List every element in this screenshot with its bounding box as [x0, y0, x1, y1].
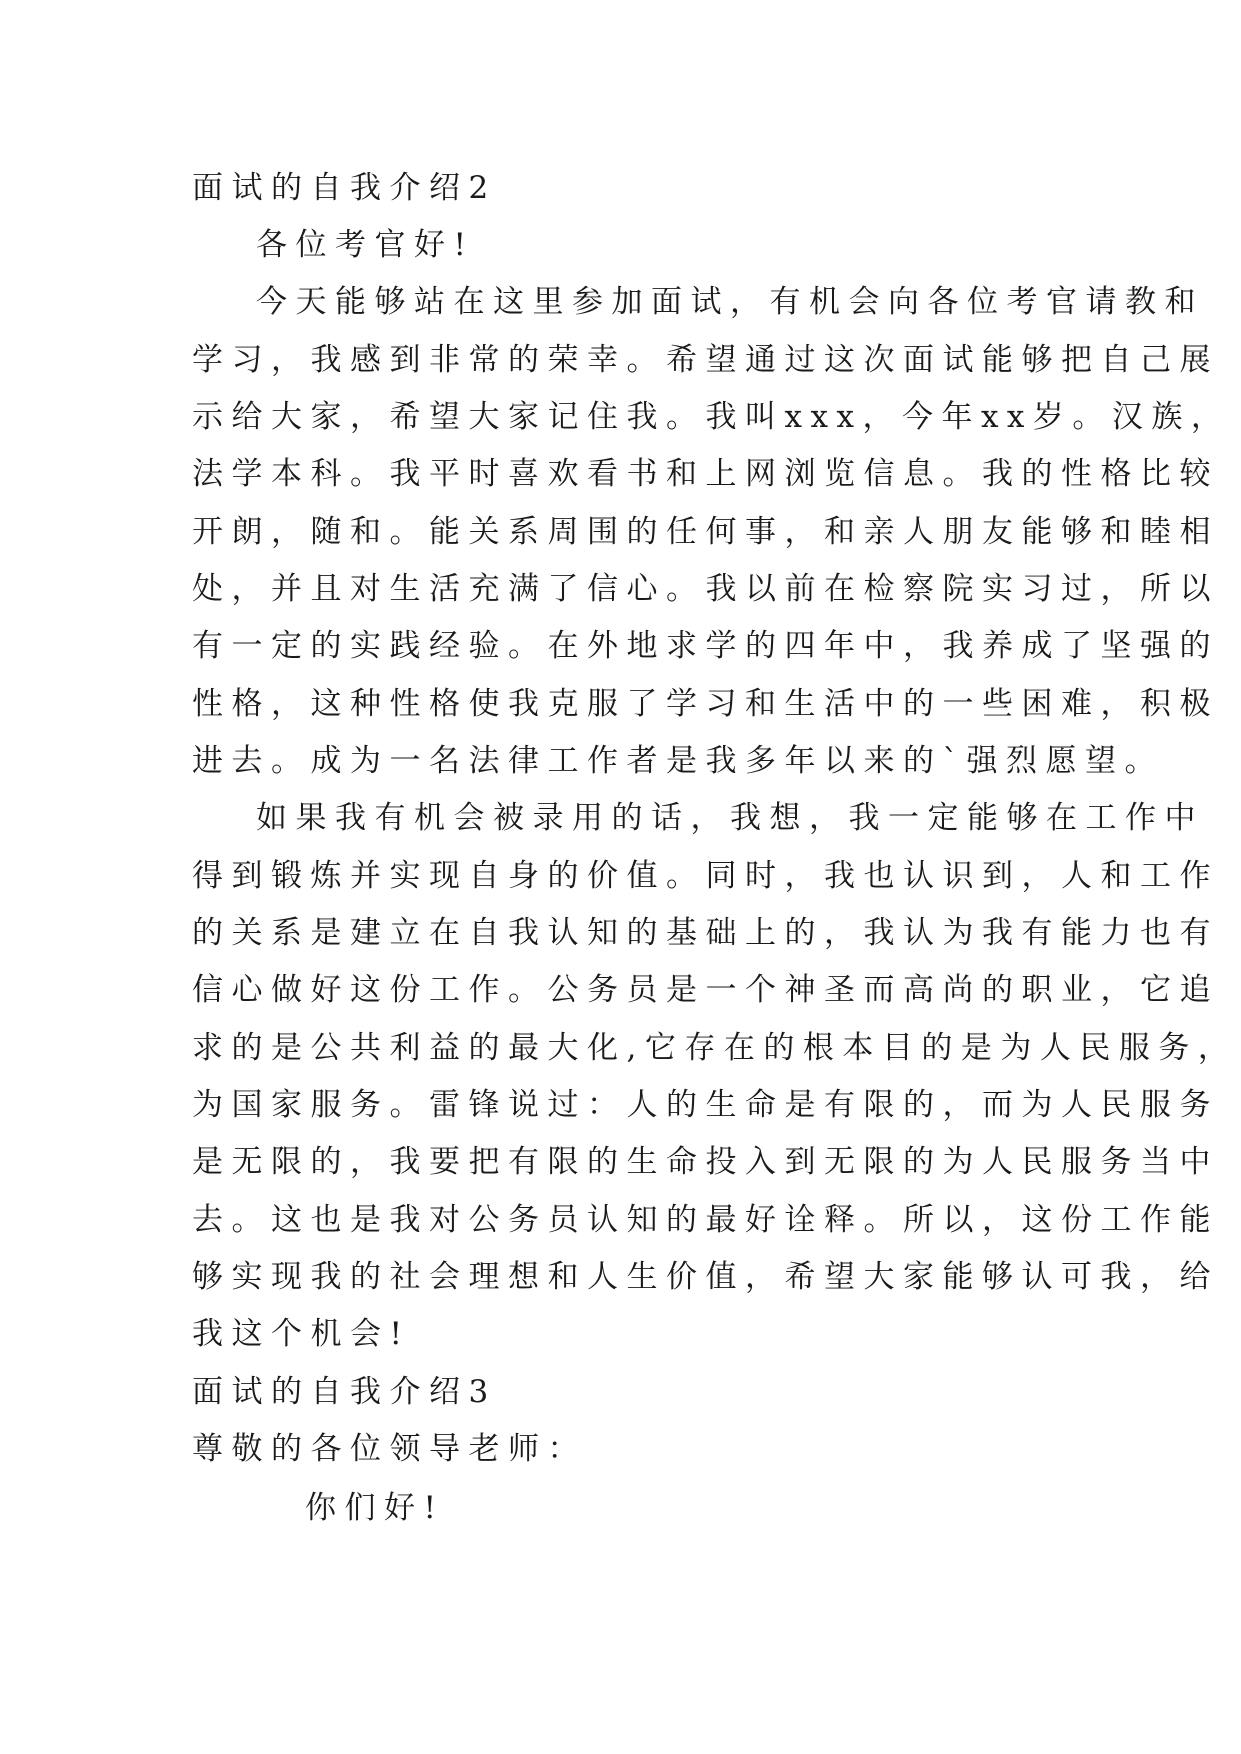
- paragraph-line: 为国家服务。雷锋说过：人的生命是有限的，而为人民服务: [192, 1087, 1219, 1123]
- greeting-2: 各位考官好!: [256, 227, 475, 263]
- paragraph-line: 够实现我的社会理想和人生价值，希望大家能够认可我，给: [192, 1259, 1219, 1295]
- paragraph-line: 示给大家，希望大家记住我。我叫xxx，今年xx岁。汉族，: [192, 399, 1231, 435]
- paragraph-line: 性格，这种性格使我克服了学习和生活中的一些困难，积极: [192, 686, 1219, 722]
- paragraph-line: 我这个机会!: [192, 1316, 411, 1352]
- section-heading-3: 面试的自我介绍3: [192, 1374, 497, 1410]
- paragraph-line: 得到锻炼并实现自身的价值。同时，我也认识到，人和工作: [192, 858, 1219, 894]
- paragraph-line: 是无限的，我要把有限的生命投入到无限的为人民服务当中: [192, 1144, 1219, 1180]
- section-heading-2: 面试的自我介绍2: [192, 170, 497, 206]
- paragraph-line: 进去。成为一名法律工作者是我多年以来的`强烈愿望。: [192, 743, 1164, 779]
- paragraph-line: 法学本科。我平时喜欢看书和上网浏览信息。我的性格比较: [192, 456, 1219, 492]
- paragraph-line: 的关系是建立在自我认知的基础上的，我认为我有能力也有: [192, 915, 1219, 951]
- paragraph-line: 今天能够站在这里参加面试，有机会向各位考官请教和: [256, 284, 1204, 320]
- paragraph-line: 处，并且对生活充满了信心。我以前在检察院实习过，所以: [192, 571, 1219, 607]
- paragraph-line: 开朗，随和。能关系周围的任何事，和亲人朋友能够和睦相: [192, 514, 1219, 550]
- paragraph-line: 如果我有机会被录用的话，我想，我一定能够在工作中: [256, 800, 1204, 836]
- salutation-3: 尊敬的各位领导老师：: [192, 1431, 587, 1467]
- paragraph-line: 学习，我感到非常的荣幸。希望通过这次面试能够把自己展: [192, 342, 1219, 378]
- paragraph-line: 信心做好这份工作。公务员是一个神圣而高尚的职业，它追: [192, 972, 1219, 1008]
- paragraph-line: 有一定的实践经验。在外地求学的四年中，我养成了坚强的: [192, 628, 1219, 664]
- paragraph-line: 去。这也是我对公务员认知的最好诠释。所以，这份工作能: [192, 1202, 1219, 1238]
- greeting-3: 你们好!: [305, 1490, 445, 1526]
- paragraph-line: 求的是公共利益的最大化,它存在的根本目的是为人民服务，: [192, 1030, 1238, 1066]
